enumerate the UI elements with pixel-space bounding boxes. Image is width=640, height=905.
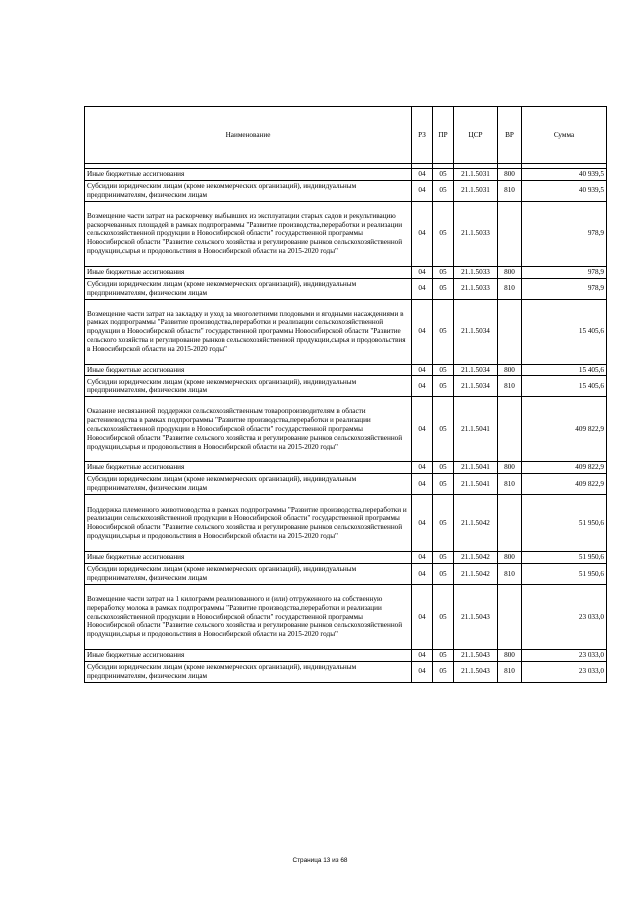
cell-sum: 978,9 — [522, 278, 607, 299]
cell-csr: 21.1.5034 — [454, 364, 498, 376]
cell-csr: 21.1.5042 — [454, 563, 498, 584]
cell-vr — [498, 201, 522, 266]
cell-rz: 04 — [412, 649, 433, 661]
table-row — [85, 201, 607, 266]
cell-pr: 05 — [433, 462, 454, 474]
cell-pr: 05 — [433, 495, 454, 552]
cell-pr: 05 — [433, 584, 454, 649]
cell-pr: 05 — [433, 563, 454, 584]
cell-csr: 21.1.5041 — [454, 397, 498, 462]
table-body — [85, 169, 607, 683]
cell-vr: 800 — [498, 552, 522, 564]
cell-pr: 05 — [433, 397, 454, 462]
cell-sum: 978,9 — [522, 201, 607, 266]
cell-name: Оказание несвязанной поддержки сельскохозяйственным товаропроизводителям в области растениеводства в рамках подпрограммы "Развитие производства,переработки и реализации сельскохозяйственной продукции в Новосибирской области" государственной программы Новосибирской области "Развитие сельского хозяйства и регулирование рынков сельскохозяйственной продукции,сырья и продовольствия в Новосибирской области на 2015-2020 годы" — [85, 397, 412, 462]
cell-vr — [498, 495, 522, 552]
cell-pr: 05 — [433, 661, 454, 682]
cell-csr: 21.1.5033 — [454, 278, 498, 299]
cell-rz: 04 — [412, 169, 433, 181]
cell-vr: 810 — [498, 474, 522, 495]
cell-sum: 978,9 — [522, 266, 607, 278]
cell-rz: 04 — [412, 563, 433, 584]
table-row — [85, 299, 607, 364]
cell-rz: 04 — [412, 278, 433, 299]
cell-vr: 800 — [498, 364, 522, 376]
cell-rz: 04 — [412, 201, 433, 266]
cell-name: Возмещение части затрат на 1 килограмм реализованного и (или) отгруженного на собственную переработку молока в рамках подпрограммы "Развитие производства,переработки и реализации сельскохозяйственной продукции в Новосибирской области" государственной программы Новосибирской области "Развитие сельского хозяйства и регулирование рынков сельскохозяйственной продукции,сырья и продовольствия в Новосибирской области на 2015-2020 годы" — [85, 584, 412, 649]
table-row — [85, 180, 607, 201]
cell-sum: 23 033,0 — [522, 584, 607, 649]
cell-vr: 800 — [498, 169, 522, 181]
cell-vr: 810 — [498, 180, 522, 201]
header-name: Наименование — [85, 107, 412, 164]
cell-name: Возмещение части затрат на раскорчевку выбывших из эксплуатации старых садов и рекультивацию раскорчеванных площадей в рамках подпрограммы "Развитие производства,переработки и реализации сельскохозяйственной продукции в Новосибирской области" государственной программы Новосибирской области "Развитие сельского хозяйства и регулирование рынков сельскохозяйственной продукции,сырья и продовольствия в Новосибирской области на 2015-2020 годы" — [85, 201, 412, 266]
header-rz: РЗ — [412, 107, 433, 164]
header-csr: ЦСР — [454, 107, 498, 164]
cell-csr: 21.1.5031 — [454, 169, 498, 181]
cell-name: Субсидии юридическим лицам (кроме некоммерческих организаций), индивидуальным предпринимателям, физическим лицам — [85, 474, 412, 495]
cell-vr — [498, 584, 522, 649]
cell-csr: 21.1.5034 — [454, 299, 498, 364]
cell-csr: 21.1.5033 — [454, 266, 498, 278]
cell-sum: 23 033,0 — [522, 661, 607, 682]
table-row — [85, 563, 607, 584]
cell-sum: 23 033,0 — [522, 649, 607, 661]
cell-pr: 05 — [433, 266, 454, 278]
table-row — [85, 584, 607, 649]
cell-name: Субсидии юридическим лицам (кроме некоммерческих организаций), индивидуальным предпринимателям, физическим лицам — [85, 278, 412, 299]
cell-name: Иные бюджетные ассигнования — [85, 462, 412, 474]
cell-vr — [498, 397, 522, 462]
cell-sum: 40 939,5 — [522, 180, 607, 201]
cell-sum: 409 822,9 — [522, 397, 607, 462]
cell-rz: 04 — [412, 495, 433, 552]
cell-pr: 05 — [433, 376, 454, 397]
cell-csr: 21.1.5031 — [454, 180, 498, 201]
cell-pr: 05 — [433, 364, 454, 376]
cell-csr: 21.1.5043 — [454, 584, 498, 649]
cell-sum: 51 950,6 — [522, 495, 607, 552]
table-row — [85, 474, 607, 495]
cell-name: Иные бюджетные ассигнования — [85, 552, 412, 564]
table-row — [85, 661, 607, 682]
cell-vr: 800 — [498, 462, 522, 474]
cell-rz: 04 — [412, 474, 433, 495]
cell-sum: 51 950,6 — [522, 552, 607, 564]
cell-name: Иные бюджетные ассигнования — [85, 169, 412, 181]
table-row — [85, 495, 607, 552]
table-row — [85, 169, 607, 181]
cell-rz: 04 — [412, 376, 433, 397]
cell-pr: 05 — [433, 169, 454, 181]
cell-sum: 51 950,6 — [522, 563, 607, 584]
header-vr: ВР — [498, 107, 522, 164]
cell-csr: 21.1.5041 — [454, 462, 498, 474]
cell-rz: 04 — [412, 584, 433, 649]
table-row — [85, 364, 607, 376]
cell-rz: 04 — [412, 661, 433, 682]
cell-csr: 21.1.5042 — [454, 552, 498, 564]
cell-vr: 810 — [498, 661, 522, 682]
cell-vr: 800 — [498, 649, 522, 661]
cell-vr: 800 — [498, 266, 522, 278]
budget-table — [84, 106, 607, 683]
cell-vr: 810 — [498, 376, 522, 397]
cell-name: Поддержка племенного животноводства в рамках подпрограммы "Развитие производства,переработки и реализации сельскохозяйственной продукции в Новосибирской области" государственной программы Новосибирской области "Развитие сельского хозяйства и регулирование рынков сельскохозяйственной продукции,сырья и продовольствия в Новосибирской области на 2015-2020 годы" — [85, 495, 412, 552]
cell-rz: 04 — [412, 364, 433, 376]
cell-name: Субсидии юридическим лицам (кроме некоммерческих организаций), индивидуальным предпринимателям, физическим лицам — [85, 376, 412, 397]
cell-pr: 05 — [433, 474, 454, 495]
cell-sum: 409 822,9 — [522, 474, 607, 495]
cell-name: Иные бюджетные ассигнования — [85, 266, 412, 278]
cell-pr: 05 — [433, 278, 454, 299]
cell-sum: 409 822,9 — [522, 462, 607, 474]
cell-sum: 40 939,5 — [522, 169, 607, 181]
table-row — [85, 649, 607, 661]
header-sum: Сумма — [522, 107, 607, 164]
cell-name: Субсидии юридическим лицам (кроме некоммерческих организаций), индивидуальным предпринимателям, физическим лицам — [85, 661, 412, 682]
cell-rz: 04 — [412, 552, 433, 564]
table-row — [85, 397, 607, 462]
cell-csr: 21.1.5043 — [454, 661, 498, 682]
cell-csr: 21.1.5033 — [454, 201, 498, 266]
cell-vr — [498, 299, 522, 364]
cell-rz: 04 — [412, 180, 433, 201]
table-row — [85, 462, 607, 474]
cell-pr: 05 — [433, 649, 454, 661]
cell-csr: 21.1.5034 — [454, 376, 498, 397]
cell-sum: 15 405,6 — [522, 299, 607, 364]
cell-pr: 05 — [433, 201, 454, 266]
cell-name: Субсидии юридическим лицам (кроме некоммерческих организаций), индивидуальным предпринимателям, физическим лицам — [85, 180, 412, 201]
cell-csr: 21.1.5042 — [454, 495, 498, 552]
cell-pr: 05 — [433, 552, 454, 564]
cell-name: Субсидии юридическим лицам (кроме некоммерческих организаций), индивидуальным предпринимателям, физическим лицам — [85, 563, 412, 584]
cell-rz: 04 — [412, 266, 433, 278]
cell-sum: 15 405,6 — [522, 376, 607, 397]
cell-csr: 21.1.5043 — [454, 649, 498, 661]
header-pr: ПР — [433, 107, 454, 164]
cell-vr: 810 — [498, 563, 522, 584]
table-header-row — [85, 107, 607, 164]
page-number: Страница 13 из 68 — [292, 857, 348, 864]
cell-pr: 05 — [433, 299, 454, 364]
table-row — [85, 552, 607, 564]
cell-pr: 05 — [433, 180, 454, 201]
cell-name: Возмещение части затрат на закладку и уход за многолетними плодовыми и ягодными насаждениями в рамках подпрограммы "Развитие производства,переработки и реализации сельскохозяйственной продукции в Новосибирской области" государственной программы Новосибирской области "Развитие сельского хозяйства и регулирование рынков сельскохозяйственной продукции,сырья и продовольствия в Новосибирской области на 2015-2020 годы" — [85, 299, 412, 364]
cell-rz: 04 — [412, 462, 433, 474]
table-row — [85, 376, 607, 397]
table-row — [85, 266, 607, 278]
cell-rz: 04 — [412, 299, 433, 364]
table-row — [85, 278, 607, 299]
cell-csr: 21.1.5041 — [454, 474, 498, 495]
cell-rz: 04 — [412, 397, 433, 462]
cell-vr: 810 — [498, 278, 522, 299]
cell-name: Иные бюджетные ассигнования — [85, 649, 412, 661]
cell-name: Иные бюджетные ассигнования — [85, 364, 412, 376]
cell-sum: 15 405,6 — [522, 364, 607, 376]
